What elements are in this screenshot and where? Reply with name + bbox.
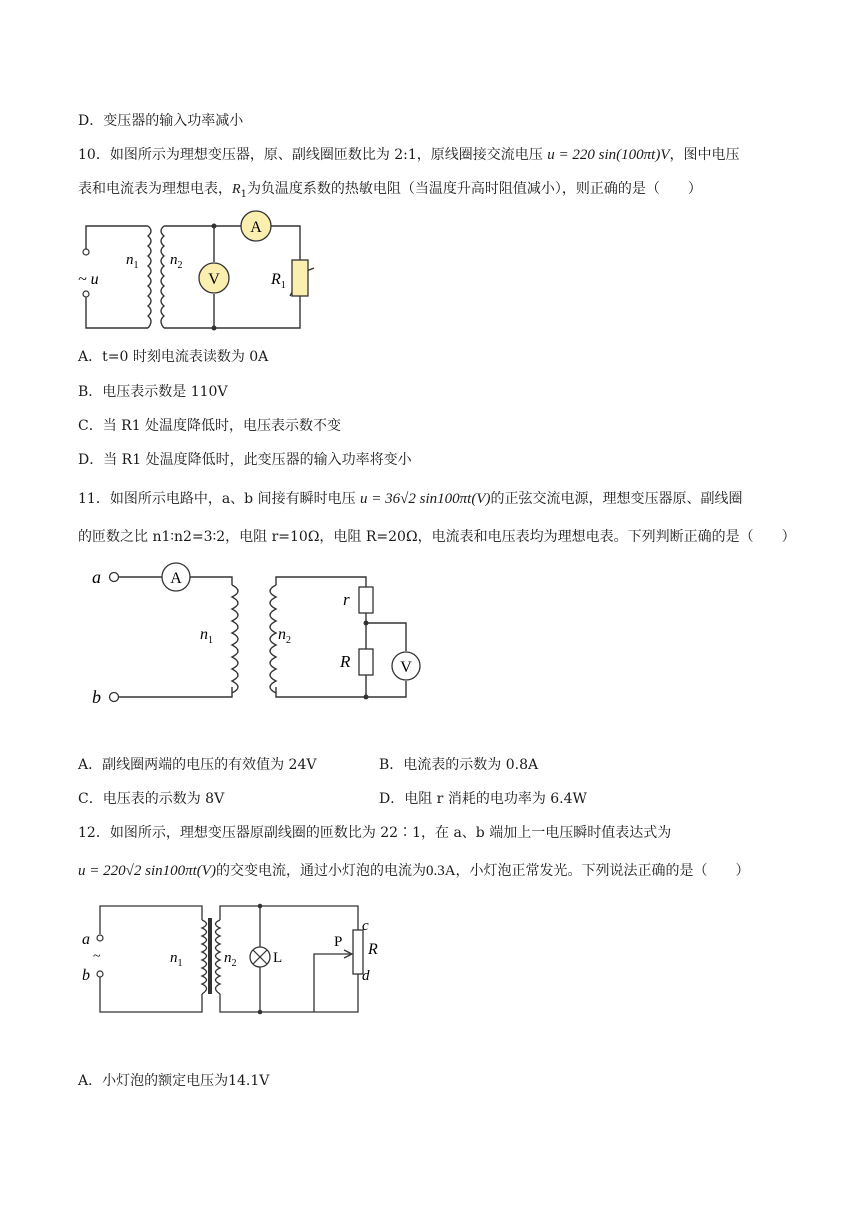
q10-n2-label: $n_2$ xyxy=(170,252,183,271)
q10-stem-b: ，图中电压 xyxy=(669,147,740,163)
q12-R-label: R xyxy=(368,941,378,958)
q11-n1-label: $n_1$ xyxy=(200,626,213,646)
q12-P-label: P xyxy=(334,934,343,950)
q11-ammeter-label: A xyxy=(170,570,182,587)
q10-option-c: C．当 R1 处温度降低时，电压表示数不变 xyxy=(78,418,342,434)
q12-stem-b: 的交变电流，通过小灯泡的电流为 xyxy=(215,863,426,879)
q10-circuit-diagram xyxy=(78,212,308,336)
q12-c-label: c xyxy=(362,918,369,934)
q10-stem-c1: 表和电流表为理想电表， xyxy=(78,181,232,197)
q11-R-label: R xyxy=(340,652,351,671)
q11-circuit-diagram xyxy=(90,563,420,708)
q10-formula: u = 220 sin(100πt)V xyxy=(547,147,670,163)
q12-n1-label: $n_1$ xyxy=(170,950,183,969)
q10-stem-line1 xyxy=(78,146,739,164)
q12-stem-line2 xyxy=(78,862,750,880)
q11-option-a: A．副线圈两端的电压的有效值为 24V xyxy=(78,757,317,773)
q10-option-b: B．电压表示数是 110V xyxy=(78,384,228,400)
q11-formula: u = 36√2 sin100πt(V) xyxy=(360,491,491,507)
q12-circuit-diagram xyxy=(82,898,382,1020)
q12-number: 12． xyxy=(78,825,110,841)
q9-option-d: D．变压器的输入功率减小 xyxy=(78,113,244,129)
q12-b-label: b xyxy=(82,967,90,984)
q12-src-label: ~ xyxy=(93,949,101,964)
q11-option-d: D．电阻 r 消耗的电功率为 6.4W xyxy=(379,791,587,807)
q11-stem-line1 xyxy=(78,490,743,508)
q12-formula: u = 220√2 sin100πt(V) xyxy=(78,863,216,879)
q11-voltmeter-label: V xyxy=(400,659,412,676)
q10-number: 10． xyxy=(78,147,110,163)
q10-stem-a: 如图所示为理想变压器，原、副线圈匝数比为 2:1，原线圈接交流电压 xyxy=(109,147,543,163)
q12-stem-a: 如图所示，理想变压器原副线圈的匝数比为 22∶1，在 a、b 端加上一电压瞬时值表达式为 xyxy=(109,825,672,841)
q12-option-a: A．小灯泡的额定电压为14.1V xyxy=(78,1073,270,1089)
q12-n2-label: $n_2$ xyxy=(224,950,237,969)
q10-ammeter-label: A xyxy=(250,219,262,236)
q12-d-label: d xyxy=(362,968,370,984)
q12-stem-line1 xyxy=(78,824,671,842)
q11-b-label: b xyxy=(92,687,101,707)
q11-stem-b: 的正弦交流电源，理想变压器原、副线圈 xyxy=(490,491,743,507)
q11-stem-a: 如图所示电路中，a、b 间接有瞬时电压 xyxy=(109,491,356,507)
q12-current: 0.3A xyxy=(425,863,456,879)
q10-stem-c2: 为负温度系数的热敏电阻（当温度升高时阻值减小），则正确的是（ ） xyxy=(246,181,702,197)
q11-n2-label: $n_2$ xyxy=(278,626,291,646)
q10-source-label: ~ u xyxy=(78,271,99,288)
q10-r1: R xyxy=(232,182,241,197)
q11-option-c: C．电压表的示数为 8V xyxy=(78,791,225,807)
q11-r-label: r xyxy=(343,590,350,609)
q11-stem-line2: 的匝数之比 n1∶n2=3∶2，电阻 r=10Ω，电阻 R=20Ω，电流表和电压表均为理想电表。下列判断正确的是（ ） xyxy=(78,529,796,545)
q12-a-label: a xyxy=(82,931,90,948)
q11-option-b: B．电流表的示数为 0.8A xyxy=(379,757,539,773)
q10-n1-label: $n_1$ xyxy=(126,252,139,271)
q10-stem-line2 xyxy=(78,180,702,204)
q11-number: 11． xyxy=(78,491,110,507)
q10-r1-label: $R_1$ xyxy=(271,271,286,291)
q10-r1-sub: 1 xyxy=(240,188,247,200)
q11-a-label: a xyxy=(92,567,101,587)
q12-stem-c: ，小灯泡正常发光。下列说法正确的是（ ） xyxy=(455,863,750,879)
q10-option-d: D．当 R1 处温度降低时，此变压器的输入功率将变小 xyxy=(78,452,412,468)
q10-voltmeter-label: V xyxy=(208,271,220,288)
q10-option-a: A．t=0 时刻电流表读数为 0A xyxy=(78,349,269,365)
q12-lamp-label: L xyxy=(273,950,283,966)
